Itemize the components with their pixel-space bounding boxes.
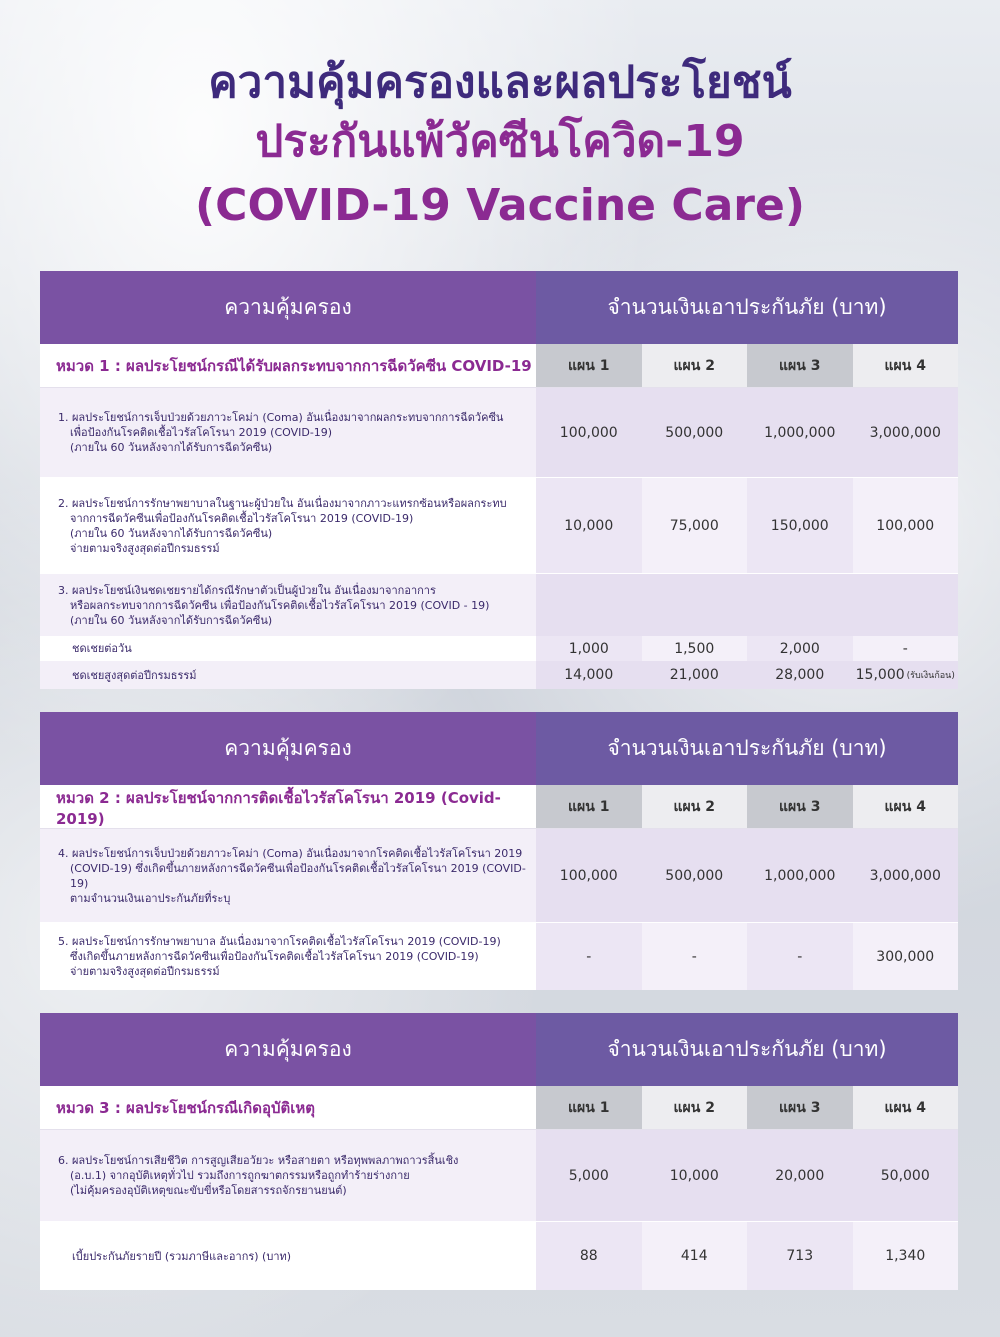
category-label: หมวด 1 : ผลประโยชน์กรณีได้รับผลกระทบจากการฉีดวัคซีน COVID-19 bbox=[56, 356, 532, 375]
plan-4-header: แผน 4 bbox=[853, 785, 959, 828]
plan-4-header: แผน 4 bbox=[853, 344, 959, 387]
plan-3-header: แผน 3 bbox=[747, 1086, 853, 1129]
row-description: 3. ผลประโยชน์เงินชดเชยรายได้กรณีรักษาตัวเป็นผู้ป่วยใน อันเนื่องมาจากอาการ หรือผลกระทบจากการฉีดวัคซีน เพื่อป้องกันโรคติดเชื้อไวรัสโคโรนา 2019 (COVID - 19) (ภายใน 60 วันหลังจากได้รับการฉีดวัคซีน) bbox=[40, 574, 536, 636]
value-plan-1: 5,000 bbox=[536, 1130, 642, 1221]
section-1-header bbox=[40, 271, 958, 344]
plan-1-header: แผน 1 bbox=[536, 1086, 642, 1129]
section-2-category-row bbox=[40, 785, 958, 829]
table-row bbox=[40, 1130, 958, 1222]
value-plan-3: 2,000 bbox=[747, 636, 853, 661]
value-plan-4: 300,000 bbox=[853, 923, 959, 990]
value-plan-4: 100,000 bbox=[853, 478, 959, 573]
value-plan-1: 1,000 bbox=[536, 636, 642, 661]
section-3-header bbox=[40, 1013, 958, 1086]
premium-plan-2: 414 bbox=[642, 1222, 748, 1290]
title-line-3: (COVID-19 Vaccine Care) bbox=[195, 180, 805, 231]
plan-4-header: แผน 4 bbox=[853, 1086, 959, 1129]
table-row bbox=[40, 829, 958, 923]
row-description: 5. ผลประโยชน์การรักษาพยาบาล อันเนื่องมาจากโรคติดเชื้อไวรัสโคโรนา 2019 (COVID-19) ซึ่งเกิดขึ้นภายหลังการฉีดวัคซีนเพื่อป้องกันโรคติดเชื้อไวรัสโคโรนา 2019 (COVID-19) จ่ายตามจริงสูงสุดต่อปีกรมธรรม์ bbox=[58, 935, 501, 978]
table-row bbox=[40, 661, 958, 689]
value-plan-4: 15,000 (รับเงินก้อน) bbox=[853, 661, 959, 689]
amount-header: จำนวนเงินเอาประกันภัย (บาท) bbox=[536, 1013, 958, 1086]
premium-plan-1: 88 bbox=[536, 1222, 642, 1290]
amount-header: จำนวนเงินเอาประกันภัย (บาท) bbox=[536, 271, 958, 344]
title-line-1: ความคุ้มครองและผลประโยชน์ bbox=[208, 57, 792, 108]
coverage-header: ความคุ้มครอง bbox=[40, 271, 536, 344]
plan-1-header: แผน 1 bbox=[536, 344, 642, 387]
value-plan-3: 20,000 bbox=[747, 1130, 853, 1221]
plan-3-header: แผน 3 bbox=[747, 785, 853, 828]
page-header bbox=[0, 55, 1000, 239]
table-row bbox=[40, 1222, 958, 1290]
value-plan-4: 3,000,000 bbox=[853, 829, 959, 922]
lump-sum-note: (รับเงินก้อน) bbox=[906, 671, 955, 681]
value-plan-2: 500,000 bbox=[642, 829, 748, 922]
value-plan-2: - bbox=[642, 923, 748, 990]
value-plan-3: 1,000,000 bbox=[747, 388, 853, 477]
value-plan-1: - bbox=[536, 923, 642, 990]
value-plan-1: 10,000 bbox=[536, 478, 642, 573]
value-plan-1: 100,000 bbox=[536, 388, 642, 477]
premium-plan-4: 1,340 bbox=[853, 1222, 959, 1290]
row-description: 4. ผลประโยชน์การเจ็บป่วยด้วยภาวะโคม่า (Coma) อันเนื่องมาจากโรคติดเชื้อไวรัสโคโรนา 2019 (COVID-19) ซึ่งเกิดขึ้นภายหลังการฉีดวัคซีนเพื่อป้องกันโรคติดเชื้อไวรัสโคโรนา 2019 (COVID-19) ตามจำนวนเงินเอาประกันภัยที่ระบุ bbox=[40, 829, 536, 922]
value-plan-3: 150,000 bbox=[747, 478, 853, 573]
value-plan-2: 75,000 bbox=[642, 478, 748, 573]
plan-3-header: แผน 3 bbox=[747, 344, 853, 387]
section-3-category-row bbox=[40, 1086, 958, 1130]
daily-compensation-label: ชดเชยต่อวัน bbox=[72, 642, 132, 655]
plan-2-header: แผน 2 bbox=[642, 785, 748, 828]
table-row bbox=[40, 636, 958, 661]
premium-plan-3: 713 bbox=[747, 1222, 853, 1290]
coverage-header: ความคุ้มครอง bbox=[40, 712, 536, 785]
table-row bbox=[40, 574, 958, 636]
value-plan-4: 50,000 bbox=[853, 1130, 959, 1221]
amount-header: จำนวนเงินเอาประกันภัย (บาท) bbox=[536, 712, 958, 785]
value-plan-2: 1,500 bbox=[642, 636, 748, 661]
value-plan-3: 28,000 bbox=[747, 661, 853, 689]
plan-2-header: แผน 2 bbox=[642, 1086, 748, 1129]
value-plan-1: 100,000 bbox=[536, 829, 642, 922]
value-plan-4: 3,000,000 bbox=[853, 388, 959, 477]
max-compensation-label: ชดเชยสูงสุดต่อปีกรมธรรม์ bbox=[40, 661, 536, 689]
table-row bbox=[40, 388, 958, 478]
plan-2-header: แผน 2 bbox=[642, 344, 748, 387]
annual-premium-label: เบี้ยประกันภัยรายปี (รวมภาษีและอากร) (บาท) bbox=[72, 1249, 292, 1263]
category-label: หมวด 2 : ผลประโยชน์จากการติดเชื้อไวรัสโคโรนา 2019 (Covid-2019) bbox=[56, 788, 501, 828]
coverage-header: ความคุ้มครอง bbox=[40, 1013, 536, 1086]
value-plan-3: 1,000,000 bbox=[747, 829, 853, 922]
table-row bbox=[40, 923, 958, 990]
plan-1-header: แผน 1 bbox=[536, 785, 642, 828]
title-line-2: ประกันแพ้วัคซีนโควิด-19 bbox=[255, 116, 745, 167]
table-row bbox=[40, 478, 958, 574]
value-plan-2: 21,000 bbox=[642, 661, 748, 689]
row-description: 6. ผลประโยชน์การเสียชีวิต การสูญเสียอวัยวะ หรือสายตา หรือทุพพลภาพถาวรสิ้นเชิง (อ.บ.1) จากอุบัติเหตุทั่วไป รวมถึงการถูกฆาตกรรมหรือถูกทำร้ายร่างกาย (ไม่คุ้มครองอุบัติเหตุขณะขับขี่หรือโดยสารรถจักรยานยนต์) bbox=[40, 1130, 536, 1221]
section-1-table bbox=[40, 271, 958, 689]
value-plan-1: 14,000 bbox=[536, 661, 642, 689]
section-1-category-row bbox=[40, 344, 958, 388]
row-description: 1. ผลประโยชน์การเจ็บป่วยด้วยภาวะโคม่า (Coma) อันเนื่องมาจากผลกระทบจากการฉีดวัคซีน เพื่อป้องกันโรคติดเชื้อไวรัสโคโรนา 2019 (COVID-19) (ภายใน 60 วันหลังจากได้รับการฉีดวัคซีน) bbox=[40, 388, 536, 477]
value-plan-3: - bbox=[747, 923, 853, 990]
row-description: 2. ผลประโยชน์การรักษาพยาบาลในฐานะผู้ป่วยใน อันเนื่องมาจากภาวะแทรกซ้อนหรือผลกระทบ จากการฉีดวัคซีนเพื่อป้องกันโรคติดเชื้อไวรัสโคโรนา 2019 (COVID-19) (ภายใน 60 วันหลังจากได้รับการฉีดวัคซีน) จ่ายตามจริงสูงสุดต่อปีกรมธรรม์ bbox=[58, 496, 507, 555]
value-plan-4: - bbox=[853, 636, 959, 661]
section-3-table bbox=[40, 1013, 958, 1290]
value-plan-2: 500,000 bbox=[642, 388, 748, 477]
category-label: หมวด 3 : ผลประโยชน์กรณีเกิดอุบัติเหตุ bbox=[56, 1098, 315, 1117]
section-2-header bbox=[40, 712, 958, 785]
value-plan-2: 10,000 bbox=[642, 1130, 748, 1221]
section-2-table bbox=[40, 712, 958, 990]
